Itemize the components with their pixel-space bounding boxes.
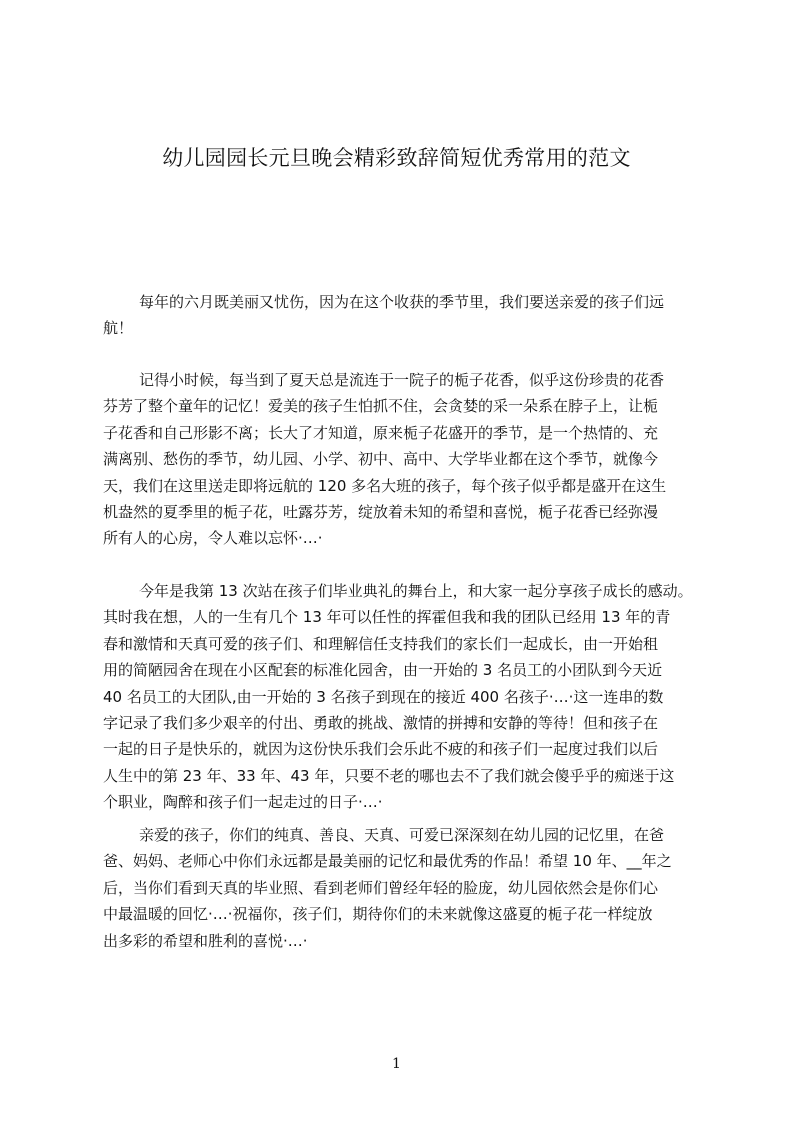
paragraph-line: 机盎然的夏季里的栀子花，吐露芬芳，绽放着未知的希望和喜悦，栀子花香已经弥漫 — [103, 502, 659, 521]
paragraph-3 — [103, 578, 703, 816]
paragraph-line: 航！ — [103, 319, 134, 338]
page-number: 1 — [392, 1056, 401, 1072]
paragraph-line: 所有人的心房，令人难以忘怀·…· — [103, 529, 323, 548]
paragraph-line: 亲爱的孩子，你们的纯真、善良、天真、可爱已深深刻在幼儿园的记忆里，在爸 — [139, 826, 665, 844]
paragraph-line: 每年的六月既美丽又忧伤，因为在这个收获的季节里，我们要送亲爱的孩子们远 — [139, 293, 665, 311]
paragraph-line: 爸、妈妈、老师心中你们永远都是最美丽的记忆和最优秀的作品！希望 10 年、__年之 — [103, 852, 672, 871]
paragraph-line: 出多彩的希望和胜利的喜悦·…· — [103, 931, 308, 950]
paragraph-line: 满离别、愁伤的季节，幼儿园、小学、初中、高中、大学毕业都在这个季节，就像今 — [103, 450, 659, 469]
paragraph-line: 记得小时候，每当到了夏天总是流连于一院子的栀子花香，似乎这份珍贵的花香 — [139, 371, 665, 389]
paragraph-line: 一起的日子是快乐的，就因为这份快乐我们会乐此不疲的和孩子们一起度过我们以后 — [103, 740, 659, 759]
paragraph-line: 字记录了我们多少艰辛的付出、勇敢的挑战、激情的拼搏和安静的等待！但和孩子在 — [103, 713, 659, 732]
paragraph-line: 天，我们在这里送走即将远航的 120 多名大班的孩子，每个孩子似乎都是盛开在这生 — [103, 476, 667, 495]
paragraph-line: 芬芳了整个童年的记忆！爱美的孩子生怕抓不住，会贪婪的采一朵系在脖子上，让栀 — [103, 397, 659, 416]
document-title: 幼儿园园长元旦晚会精彩致辞简短优秀常用的范文 — [162, 146, 631, 170]
paragraph-line: 用的简陋园舍在现在小区配套的标准化园舍，由一开始的 3 名员工的小团队到今天近 — [103, 661, 663, 680]
paragraph-line: 其时我在想，人的一生有几个 13 年可以任性的挥霍但我和我的团队已经用 13 年的青 — [103, 608, 671, 627]
paragraph-line: 人生中的第 23 年、33 年、43 年，只要不老的哪也去不了我们就会傻乎乎的痴迷于这 — [103, 766, 675, 785]
paragraph-4 — [103, 822, 703, 954]
paragraph-1 — [103, 289, 703, 342]
paragraph-line: 中最温暖的回忆·…·祝福你，孩子们，期待你们的未来就像这盛夏的栀子花一样绽放 — [103, 905, 653, 924]
paragraph-line: 40 名员工的大团队,由一开始的 3 名孩子到现在的接近 400 名孩子·…·这一连串的数 — [103, 687, 664, 706]
paragraph-2 — [103, 367, 703, 552]
paragraph-line: 今年是我第 13 次站在孩子们毕业典礼的舞台上，和大家一起分享孩子成长的感动。 — [139, 582, 693, 600]
paragraph-line: 春和激情和天真可爱的孩子们、和理解信任支持我们的家长们一起成长，由一开始租 — [103, 634, 659, 653]
paragraph-line: 子花香和自己形影不离；长大了才知道，原来栀子花盛开的季节，是一个热情的、充 — [103, 423, 659, 442]
paragraph-line: 个职业，陶醉和孩子们一起走过的日子·…· — [103, 793, 383, 812]
paragraph-line: 后，当你们看到天真的毕业照、看到老师们曾经年轻的脸庞，幼儿园依然会是你们心 — [103, 878, 659, 897]
